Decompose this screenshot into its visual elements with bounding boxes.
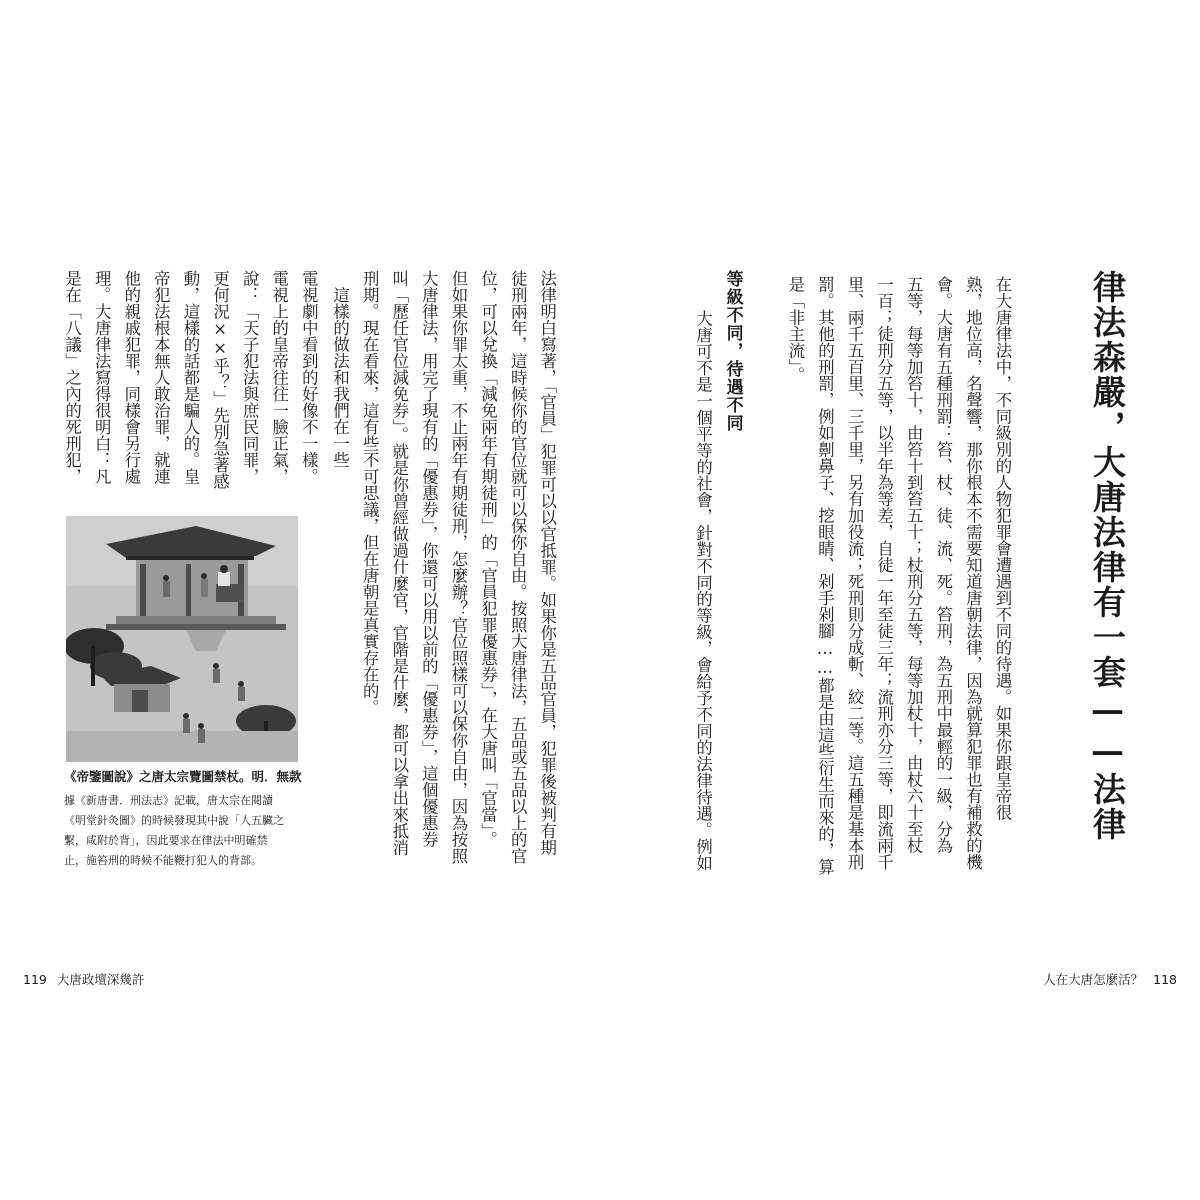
text-line: 但如果你罪太重，不止兩年有期徒刑，怎麼辦？官位照樣可以保你自由，因為按照 bbox=[448, 270, 468, 864]
text-line: 電視上的皇帝往往一臉正氣， bbox=[269, 270, 289, 485]
text-line: 這樣的做法和我們在一些 bbox=[330, 270, 350, 468]
text-line: 大唐律法，用完了現有的「優惠券」，你還可以用以前的「優惠券」，這個優惠券 bbox=[419, 270, 439, 848]
text-line: 罰。其他的刑罰，例如劓鼻子、挖眼睛、剁手剁腳……都是由這些衍生而來的，算 bbox=[815, 276, 835, 876]
text-line: 帝犯法根本無人敢治罪，就連 bbox=[151, 270, 171, 485]
caption-line: 《明堂針灸圖》的時候發現其中說「人五臟之 bbox=[64, 814, 284, 827]
left-body-text-2 bbox=[57, 270, 323, 510]
text-line: 會。大唐有五種刑罰：笞、杖、徒、流、死。笞刑，為五刑中最輕的一級，分為 bbox=[933, 276, 953, 854]
left-body-text bbox=[325, 270, 562, 864]
right-page-footer bbox=[1038, 970, 1182, 988]
text-line: 里、兩千五百里、三千里，另有加役流；死刑則分成斬、絞二等。這五種是基本刑 bbox=[845, 276, 865, 870]
caption-line: 止，施笞刑的時候不能鞭打犯人的背部。 bbox=[64, 854, 262, 867]
page-number: 118 bbox=[1153, 972, 1177, 987]
caption-line: 繫，咸附於背」，因此要求在律法中明確禁 bbox=[64, 834, 268, 847]
section-subheading: 等級不同，待遇不同 bbox=[722, 270, 743, 432]
section-block bbox=[688, 270, 748, 871]
right-body-text bbox=[780, 276, 1017, 876]
text-line: 刑期。現在看來，這有些不可思議，但在唐朝是真實存在的。 bbox=[360, 270, 380, 716]
text-line: 五等，每等加笞十，由笞十到笞五十；杖刑分五等，每等加杖十，由杖六十至杖 bbox=[904, 276, 924, 854]
illustration-caption bbox=[64, 767, 304, 871]
text-line: 是「非主流」。 bbox=[785, 276, 805, 384]
text-line: 熟，地位高，名聲響，那你根本不需要知道唐朝法律，因為就算犯罪也有補救的機 bbox=[963, 276, 983, 870]
text-line: 說：「天子犯法與庶民同罪， bbox=[240, 270, 260, 485]
text-line: 理。大唐律法寫得很明白：凡 bbox=[92, 270, 112, 485]
text-line: 在大唐律法中，不同級別的人物犯罪會遭遇到不同的待遇。如果你跟皇帝很 bbox=[993, 276, 1012, 821]
caption-line: 據《新唐書．刑法志》記載，唐太宗在閱讀 bbox=[64, 794, 273, 807]
text-line: 更何況××乎？」先別急著感 bbox=[210, 270, 230, 490]
text-line: 動，這樣的話都是騙人的。皇 bbox=[180, 270, 200, 485]
chapter-title: 律法森嚴，大唐法律有一套——法律 bbox=[1088, 270, 1127, 842]
text-line: 法律明白寫著，「官員」犯罪可以以官抵罪。如果你是五品官員，犯罪後被判有期 bbox=[537, 270, 557, 856]
page-number: 119 bbox=[23, 972, 47, 987]
running-head: 大唐政壇深幾許 bbox=[56, 972, 145, 987]
left-page-footer bbox=[18, 970, 149, 988]
text-line: 電視劇中看到的好像不一樣。 bbox=[299, 270, 319, 485]
text-line: 徒刑兩年，這時候你的官位就可以保你自由。按照大唐律法，五品或五品以上的官 bbox=[508, 270, 528, 864]
running-head: 人在大唐怎麼活？ bbox=[1043, 972, 1144, 987]
text-line: 大唐可不是一個平等的社會，針對不同的等級，會給予不同的法律待遇。例如 bbox=[693, 310, 713, 871]
caption-title: 《帝鑒圖說》之唐太宗覽圖禁杖。明．無款 bbox=[64, 769, 302, 784]
text-line: 是在「八議」之內的死刑犯， bbox=[62, 270, 82, 485]
text-line: 叫「歷任官位減免券」。就是你曾經做過什麼官，官階是什麼，都可以拿出來抵消 bbox=[389, 270, 409, 856]
painting-illustration bbox=[66, 516, 298, 762]
text-line: 一百；徒刑分五等，以半年為等差，自徒一年至徒三年；流刑亦分三等，即流兩千 bbox=[874, 276, 894, 870]
palace-scene-image bbox=[66, 516, 298, 762]
text-line: 他的親戚犯罪，同樣會另行處 bbox=[121, 270, 141, 485]
text-line: 位，可以兌換「減免兩年有期徒刑」的「官員犯罪優惠券」，在大唐叫「官當」。 bbox=[478, 270, 498, 848]
